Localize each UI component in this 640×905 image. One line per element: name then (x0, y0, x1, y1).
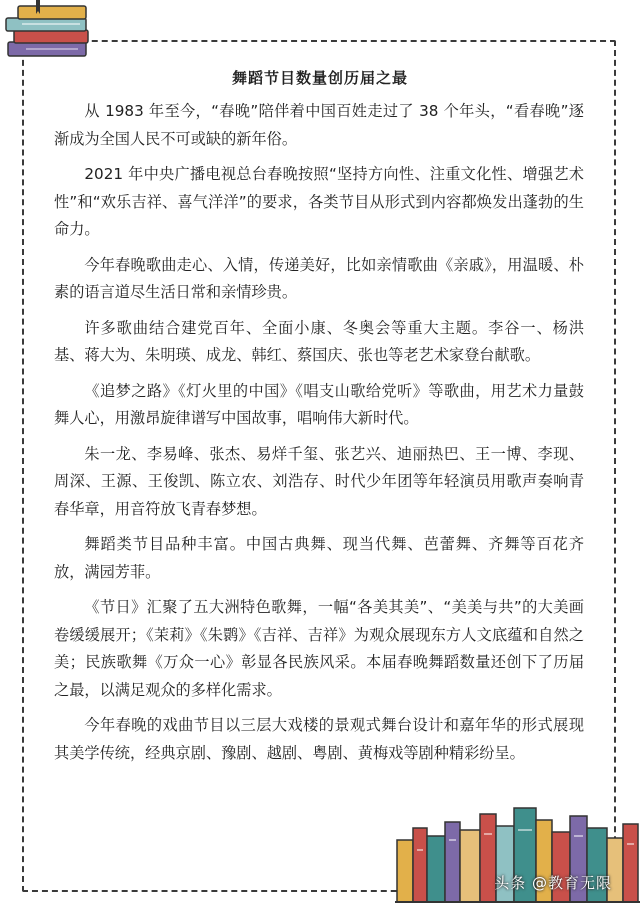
paragraph: 舞蹈类节目品种丰富。中国古典舞、现当代舞、芭蕾舞、齐舞等百花齐放，满园芳菲。 (54, 535, 584, 581)
article-body (54, 98, 584, 775)
paragraph: 《节日》汇聚了五大洲特色歌舞，一幅“各美其美”、“美美与共”的大美画卷缓缓展开；《茉莉》《朱鹮》《吉祥、吉祥》为观众展现东方人文底蕴和自然之美；民族歌舞《万众一心》彰显各民族风采。本届春晚舞蹈数量还创下了历届之最，以满足观众的多样化需求。 (54, 598, 584, 699)
paragraph: 许多歌曲结合建党百年、全面小康、冬奥会等重大主题。李谷一、杨洪基、蒋大为、朱明瑛、成龙、韩红、蔡国庆、张也等老艺术家登台献歌。 (54, 318, 584, 364)
paragraph: 《追梦之路》《灯火里的中国》《唱支山歌给党听》等歌曲，用艺术力量鼓舞人心，用激昂旋律谱写中国故事，唱响伟大新时代。 (54, 381, 584, 427)
paragraph: 今年春晚歌曲走心、入情，传递美好，比如亲情歌曲《亲戚》，用温暖、朴素的语言道尽生活日常和亲情珍贵。 (54, 255, 584, 301)
paragraph: 2021 年中央广播电视总台春晚按照“坚持方向性、注重文化性、增强艺术性”和“欢乐吉祥、喜气洋洋”的要求，各类节目从形式到内容都焕发出蓬勃的生命力。 (54, 165, 584, 238)
paragraph: 今年春晚的戏曲节目以三层大戏楼的景观式舞台设计和嘉年华的形式展现其美学传统，经典京剧、豫剧、越剧、粤剧、黄梅戏等剧种精彩纷呈。 (54, 716, 584, 762)
watermark: 头条 @教育无限 (494, 874, 612, 892)
paragraph: 朱一龙、李易峰、张杰、易烊千玺、张艺兴、迪丽热巴、王一博、李现、周深、王源、王俊凯、陈立农、刘浩存、时代少年团等年轻演员用歌声奏响青春华章，用音符放飞青春梦想。 (54, 444, 584, 518)
article-title: 舞蹈节目数量创历届之最 (231, 69, 408, 87)
book-stack-illustration-icon (0, 0, 110, 62)
paragraph: 从 1983 年至今，“春晚”陪伴着中国百姓走过了 38 个年头，“看春晚”逐渐成为全国人民不可或缺的新年俗。 (54, 102, 584, 148)
